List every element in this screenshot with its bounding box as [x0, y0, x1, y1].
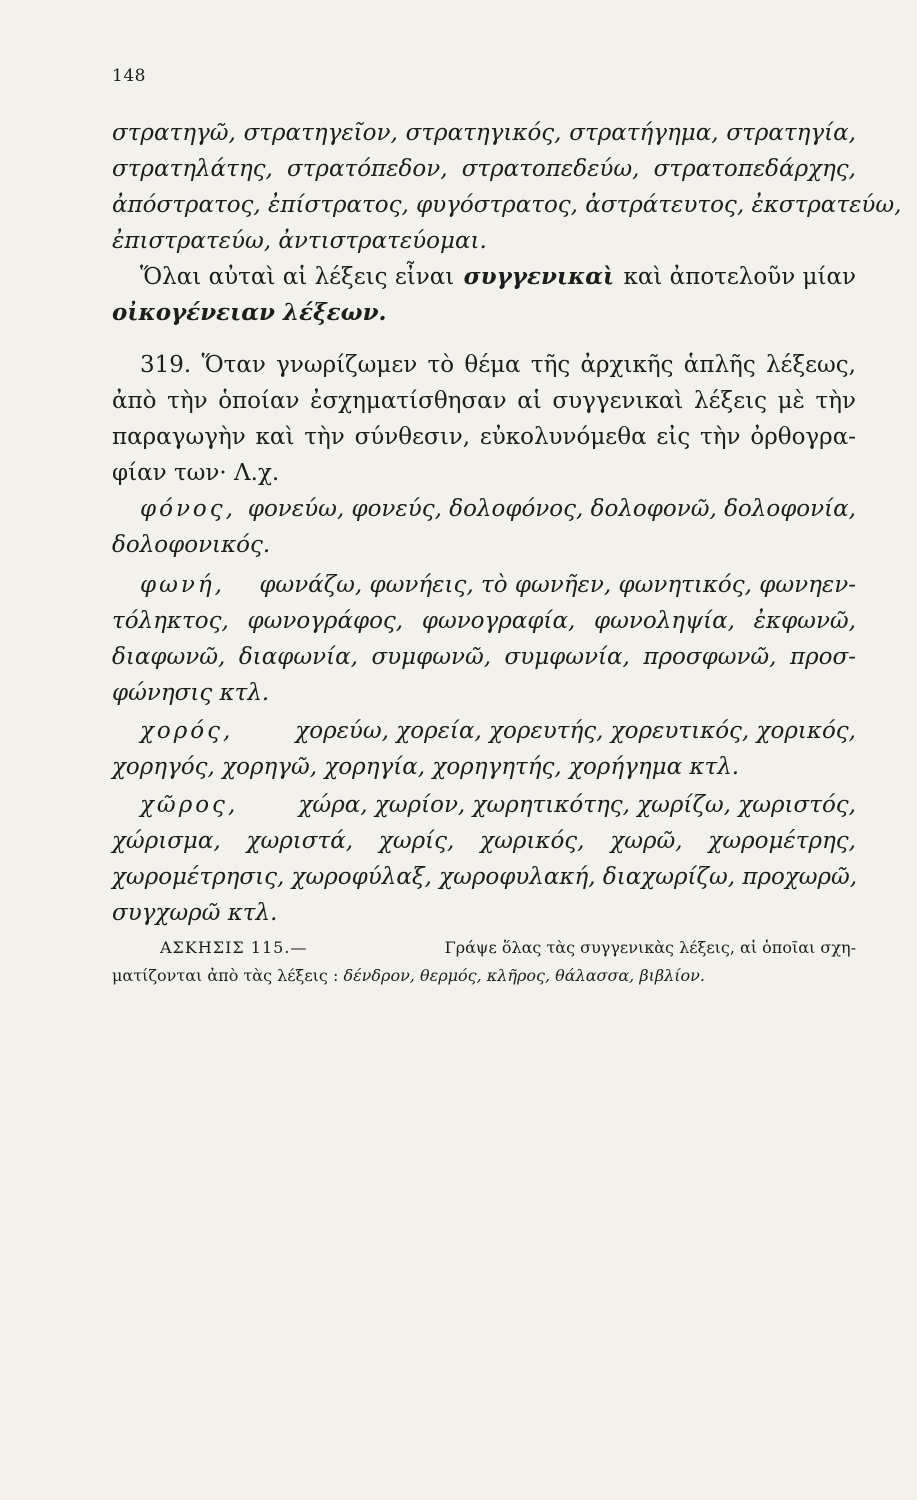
- emphasis-term: συγγενικαὶ: [463, 263, 615, 290]
- word-family-line: [140, 494, 856, 524]
- word-family-line: χωρομέτρησις, χωροφύλαξ, χωροφυλακή, διαχωρίζω, προχωρῶ,: [112, 864, 858, 890]
- exercise-instruction: Γράψε ὅλας τὰς συγγενικὰς λέξεις, αἱ ὁποῖαι σχη-: [444, 938, 856, 957]
- root-word: χορός,: [140, 718, 234, 744]
- word-list-line: στρατηγῶ, στρατηγεῖον, στρατηγικός, στρατήγημα, στρατηγία,: [112, 120, 856, 146]
- paragraph-text: καὶ ἀποτελοῦν μίαν: [623, 264, 856, 290]
- page-number: 148: [112, 66, 146, 86]
- word-family-line: [140, 790, 856, 820]
- root-word: χῶρος,: [140, 792, 239, 818]
- word-family-list: φονεύω, φονεύς, δολοφόνος, δολοφονῶ, δολοφονία,: [247, 496, 856, 522]
- word-family-line: τόληκτος, φωνογράφος, φωνογραφία, φωνοληψία, ἐκφωνῶ,: [112, 608, 856, 634]
- word-family-line: [140, 716, 856, 746]
- paragraph-text: Ὅλαι αὐταὶ αἱ λέξεις εἶναι: [140, 264, 455, 290]
- word-family-list: χορεύω, χορεία, χορευτής, χορευτικός, χορικός,: [295, 718, 856, 744]
- exercise-line: [112, 964, 842, 988]
- word-family-line: δολοφονικός.: [112, 532, 271, 558]
- word-list-line: ἐπιστρατεύω, ἀντιστρατεύομαι.: [112, 228, 487, 254]
- word-family-line: διαφωνῶ, διαφωνία, συμφωνῶ, συμφωνία, προσφωνῶ, προσ-: [112, 644, 856, 670]
- word-family-line: συγχωρῶ κτλ.: [112, 900, 278, 926]
- exercise-words: δένδρον, θερμός, κλῆρος, θάλασσα, βιβλίον.: [343, 966, 705, 985]
- section-319-line: ἀπὸ τὴν ὁποίαν ἐσχηματίσθησαν αἱ συγγενικαὶ λέξεις μὲ τὴν: [112, 388, 856, 414]
- word-list-line: στρατηλάτης, στρατόπεδον, στρατοπεδεύω, στρατοπεδάρχης,: [112, 156, 856, 182]
- section-319-line: φίαν των· Λ.χ.: [112, 460, 280, 486]
- root-word: φόνος,: [140, 496, 236, 522]
- paragraph-line: [140, 262, 856, 292]
- word-family-line: [140, 570, 856, 600]
- word-list-line: ἀπόστρατος, ἐπίστρατος, φυγόστρατος, ἀστράτευτος, ἐκστρατεύω,: [112, 192, 902, 218]
- emphasis-term: οἰκογένειαν λέξεων.: [112, 299, 387, 326]
- word-family-list: φωνάζω, φωνήεις, τὸ φωνῆεν, φωνητικός, φωνηεν-: [259, 572, 856, 598]
- exercise-label: ΑΣΚΗΣΙΣ 115.—: [160, 938, 308, 957]
- exercise-instruction: ματίζονται ἀπὸ τὰς λέξεις :: [112, 966, 339, 985]
- word-family-line: φώνησις κτλ.: [112, 680, 270, 706]
- word-family-line: χώρισμα, χωριστά, χωρίς, χωρικός, χωρῶ, χωρομέτρης,: [112, 828, 856, 854]
- section-319-line: παραγωγὴν καὶ τὴν σύνθεσιν, εὐκολυνόμεθα εἰς τὴν ὀρθογρα-: [112, 424, 856, 450]
- exercise-line: [160, 936, 856, 960]
- root-word: φωνή,: [140, 572, 225, 598]
- word-family-line: χορηγός, χορηγῶ, χορηγία, χορηγητής, χορήγημα κτλ.: [112, 754, 740, 780]
- word-family-list: χώρα, χωρίον, χωρητικότης, χωρίζω, χωριστός,: [298, 792, 856, 818]
- section-319-line: 319. Ὅταν γνωρίζωμεν τὸ θέμα τῆς ἀρχικῆς ἁπλῆς λέξεως,: [140, 352, 856, 378]
